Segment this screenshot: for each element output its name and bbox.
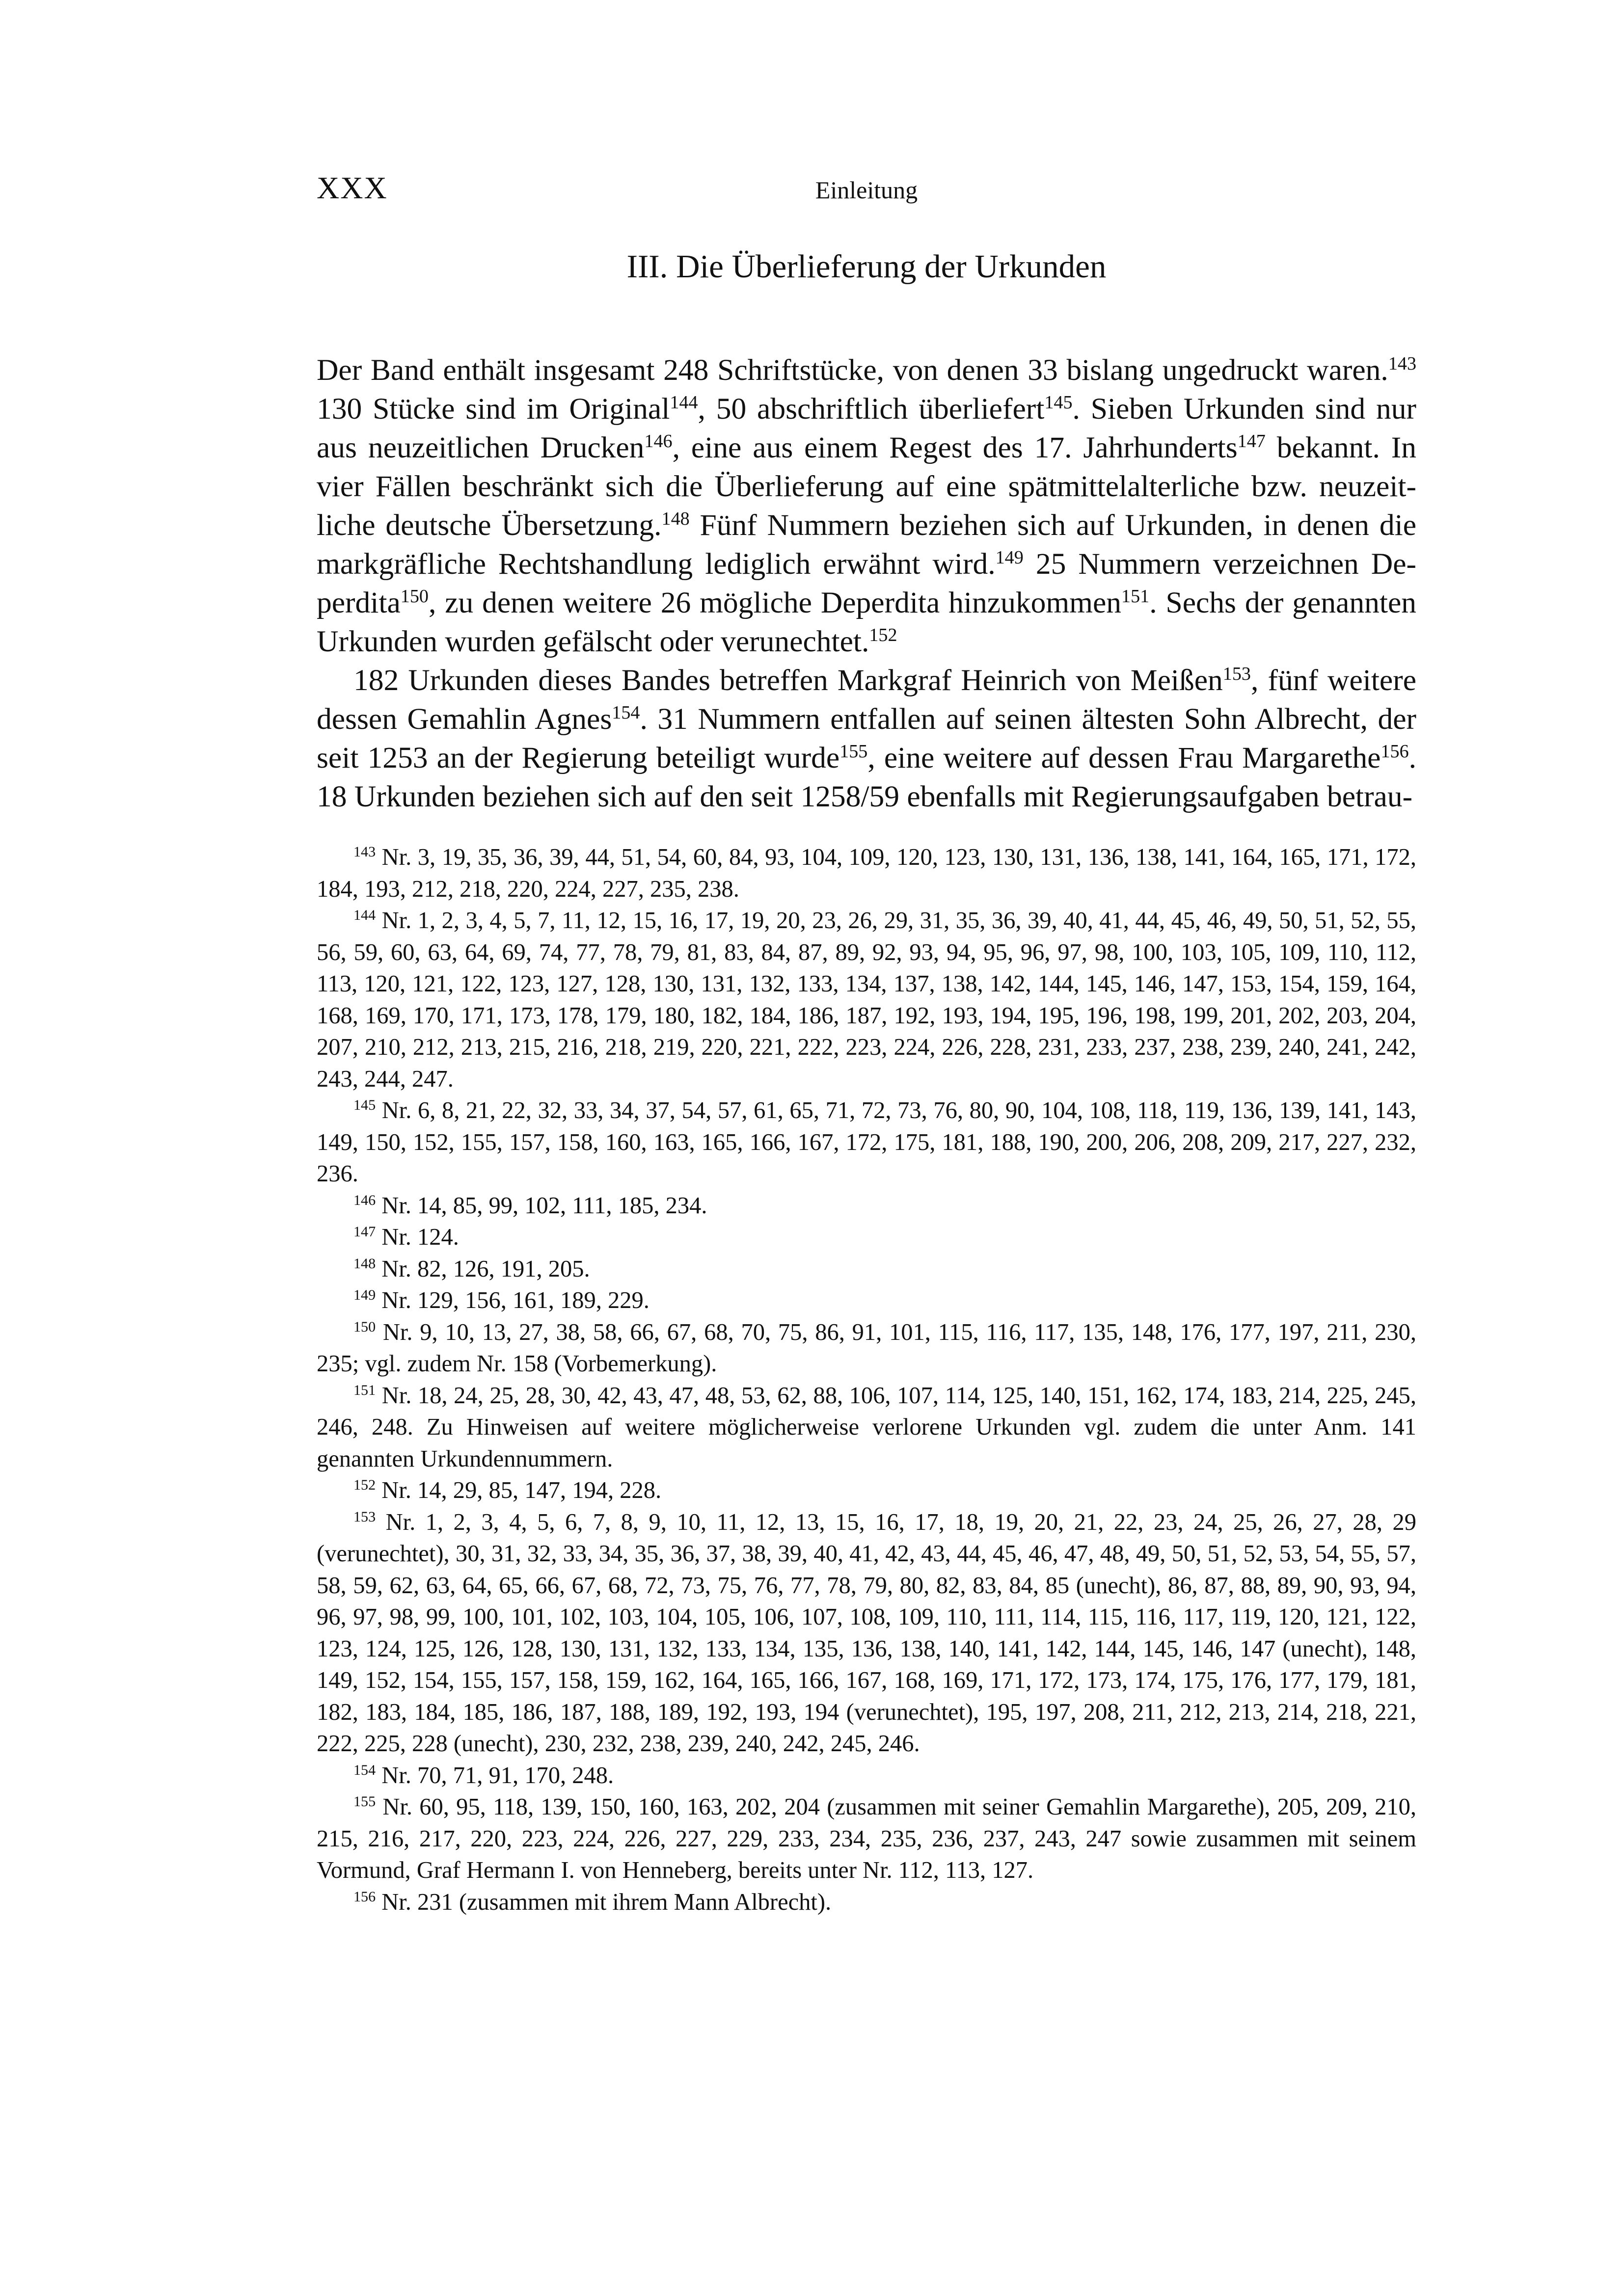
footnote-marker: 149 (995, 547, 1024, 568)
footnote-text: Nr. 124. (381, 1224, 459, 1250)
footnote-number: 154 (353, 1761, 376, 1778)
footnote-text: Nr. 129, 156, 161, 189, 229. (381, 1287, 650, 1313)
footnote-text: Nr. 60, 95, 118, 139, 150, 160, 163, 202, 204 (zusammen mit seiner Gemahlin Margarethe), 205, 209, 210, 215, 216, 217, 220, 223, 224, 226, 227, 229, 233, 234, 235, 236, 237, 243, 247 sowie zusammen mit seinem Vormund, Graf Hermann I. von Henneberg, bereits unter Nr. 112, 113, 127. (317, 1794, 1416, 1883)
footnote-number: 156 (353, 1888, 376, 1905)
footnote-text: Nr. 14, 85, 99, 102, 111, 185, 234. (381, 1192, 707, 1219)
footnote-text: Nr. 6, 8, 21, 22, 32, 33, 34, 37, 54, 57, 61, 65, 71, 72, 73, 76, 80, 90, 104, 108, 118, 119, 136, 139, 141, 143, 149, 150, 152, 155, 157, 158, 160, 163, 165, 166, 167, 172, 175, 181, 188, 190, 200, 206, 208, 209, 217, 227, 232, 236. (317, 1097, 1417, 1187)
footnote-marker: 144 (670, 392, 698, 413)
footnote-text: Nr. 1, 2, 3, 4, 5, 6, 7, 8, 9, 10, 11, 12, 13, 15, 16, 17, 18, 19, 20, 21, 22, 23, 24, 25, 26, 27, 28, 29 (verunechtet), 30, 31, 32, 33, 34, 35, 36, 37, 38, 39, 40, 41, 42, 43, 44, 45, 46, 47, 48, 49, 50, 51, 52, 53, 54, 55, 57, 58, 59, 62, 63, 64, 65, 66, 67, 68, 72, 73, 75, 76, 77, 78, 79, 80, 82, 83, 84, 85 (unecht), 86, 87, 88, 89, 90, 93, 94, 96, 97, 98, 99, 100, 101, 102, 103, 104, 105, 106, 107, 108, 109, 110, 111, 114, 115, 116, 117, 119, 120, 121, 122, 123, 124, 125, 126, 128, 130, 131, 132, 133, 134, 135, 136, 138, 140, 141, 142, 144, 145, 146, 147 (unecht), 148, 149, 152, 154, 155, 157, 158, 159, 162, 164, 165, 166, 167, 168, 169, 171, 172, 173, 174, 175, 176, 177, 179, 181, 182, 183, 184, 185, 186, 187, 188, 189, 192, 193, 194 (verunechtet), 195, 197, 208, 211, 212, 213, 214, 218, 221, 222, 225, 228 (unecht), 230, 232, 238, 239, 240, 242, 245, 246. (317, 1509, 1417, 1757)
footnote-marker: 147 (1237, 431, 1266, 452)
footnote-marker: 156 (1380, 741, 1409, 762)
footnote-number: 145 (353, 1096, 376, 1114)
footnote-153 (317, 1507, 1416, 1760)
footnote-number: 149 (353, 1286, 376, 1304)
body-text (317, 351, 1416, 816)
footnote-146 (317, 1190, 1416, 1222)
footnote-number: 147 (353, 1223, 376, 1240)
section-title: III. Die Überlieferung der Urkunden (626, 248, 1107, 285)
text-run: bekannt. In vier Fällen beschränkt sich die Überlieferung auf eine spätmittelalterliche bzw. neuzeitliche deutsche Übersetzung. (317, 431, 1417, 542)
text-run: 182 Urkunden dieses Bandes betreffen Markgraf Heinrich von Meißen (353, 664, 1223, 697)
text-run: . Sieben Urkunden sind nur aus neuzeitlichen Drucken (317, 392, 1416, 464)
page-number: XXX (317, 170, 388, 205)
footnote-number: 152 (353, 1476, 376, 1494)
footnote-156 (317, 1887, 1416, 1919)
footnote-148 (317, 1254, 1416, 1285)
footnote-text: Nr. 18, 24, 25, 28, 30, 42, 43, 47, 48, 53, 62, 88, 106, 107, 114, 125, 140, 151, 162, 174, 183, 214, 225, 245, 246, 248. Zu Hinweisen auf weitere möglicherweise verlorene Urkunden vgl. zudem die unter Anm. 141 genannten Urkundennummern. (317, 1382, 1417, 1472)
text-run: . 18 Urkunden beziehen sich auf den seit 1258/59 ebenfalls mit Regierungsaufgaben betrau- (317, 741, 1416, 813)
footnote-marker: 154 (612, 702, 640, 723)
footnote-154 (317, 1760, 1416, 1792)
footnote-151 (317, 1380, 1416, 1475)
footnote-144 (317, 905, 1416, 1095)
running-title: Einleitung (815, 176, 918, 204)
text-run: , eine weitere auf dessen Frau Margarethe (867, 741, 1381, 774)
footnote-number: 151 (353, 1381, 376, 1398)
footnote-number: 148 (353, 1255, 376, 1272)
footnote-marker: 148 (661, 508, 690, 530)
text-run: . 31 Nummern entfallen auf seinen ältesten Sohn Albrecht, der seit 1253 an der Regierung beteiligt wurde (317, 702, 1416, 774)
text-run: , fünf weitere dessen Gemahlin Agnes (317, 664, 1416, 736)
footnote-number: 144 (353, 907, 376, 924)
paragraph (317, 661, 1416, 816)
footnote-text: Nr. 1, 2, 3, 4, 5, 7, 11, 12, 15, 16, 17, 19, 20, 23, 26, 29, 31, 35, 36, 39, 40, 41, 44, 45, 46, 49, 50, 51, 52, 55, 56, 59, 60, 63, 64, 69, 74, 77, 78, 79, 81, 83, 84, 87, 89, 92, 93, 94, 95, 96, 97, 98, 100, 103, 105, 109, 110, 112, 113, 120, 121, 122, 123, 127, 128, 130, 131, 132, 133, 134, 137, 138, 142, 144, 145, 146, 147, 153, 154, 159, 164, 168, 169, 170, 171, 173, 178, 179, 180, 182, 184, 186, 187, 192, 193, 194, 195, 196, 198, 199, 201, 202, 203, 204, 207, 210, 212, 213, 215, 216, 218, 219, 220, 221, 222, 223, 224, 226, 228, 231, 233, 237, 238, 239, 240, 241, 242, 243, 244, 247. (317, 908, 1417, 1092)
footnote-marker: 143 (1388, 353, 1416, 374)
footnote-text: Nr. 14, 29, 85, 147, 194, 228. (381, 1477, 662, 1503)
footnote-145 (317, 1095, 1416, 1190)
text-run: 130 Stücke sind im Original (317, 392, 670, 426)
footnote-152 (317, 1475, 1416, 1507)
footnote-marker: 146 (644, 431, 673, 452)
footnote-number: 143 (353, 843, 376, 860)
footnote-marker: 150 (400, 586, 429, 607)
footnote-text: Nr. 9, 10, 13, 27, 38, 58, 66, 67, 68, 70, 75, 86, 91, 101, 115, 116, 117, 135, 148, 176, 177, 197, 211, 230, 235; vgl. zudem Nr. 158 (Vorbemerkung). (317, 1319, 1416, 1377)
text-run: Fünf Nummern beziehen sich auf Urkunden, in denen die markgräfliche Rechtshandlung lediglich erwähnt wird. (317, 508, 1417, 581)
footnote-marker: 155 (839, 741, 868, 762)
footnote-143 (317, 842, 1416, 905)
footnote-marker: 153 (1222, 664, 1251, 685)
footnote-text: Nr. 231 (zusammen mit ihrem Mann Albrecht). (381, 1889, 832, 1915)
text-run: Der Band enthält insgesamt 248 Schriftstücke, von denen 33 bislang ungedruckt waren. (317, 353, 1388, 387)
footnotes (317, 842, 1416, 1918)
footnote-text: Nr. 70, 71, 91, 170, 248. (381, 1762, 614, 1789)
text-run: , zu denen weitere 26 mögliche Deperdita hinzukommen (428, 586, 1122, 619)
text-run: . Sechs der genannten Urkunden wurden gefälscht oder verunechtet. (317, 586, 1417, 658)
text-run: 25 Nummern verzeichnen Deperdita (317, 547, 1416, 619)
footnote-text: Nr. 82, 126, 191, 205. (381, 1255, 590, 1282)
footnote-150 (317, 1317, 1416, 1380)
footnote-marker: 152 (869, 625, 897, 646)
text-run: , 50 abschriftlich überliefert (698, 392, 1045, 426)
footnote-text: Nr. 3, 19, 35, 36, 39, 44, 51, 54, 60, 84, 93, 104, 109, 120, 123, 130, 131, 136, 138, 141, 164, 165, 171, 172, 184, 193, 212, 218, 220, 224, 227, 235, 238. (317, 844, 1416, 902)
footnote-number: 153 (353, 1508, 376, 1525)
footnote-number: 150 (353, 1318, 376, 1335)
footnote-149 (317, 1285, 1416, 1317)
paragraph (317, 351, 1416, 661)
footnote-number: 146 (353, 1191, 376, 1208)
footnote-number: 155 (353, 1793, 376, 1810)
footnote-marker: 145 (1044, 392, 1073, 413)
text-run: , eine aus einem Regest des 17. Jahrhunderts (672, 431, 1238, 464)
footnote-155 (317, 1791, 1416, 1887)
footnote-marker: 151 (1121, 586, 1150, 607)
footnote-147 (317, 1222, 1416, 1254)
page-header (317, 170, 1416, 209)
